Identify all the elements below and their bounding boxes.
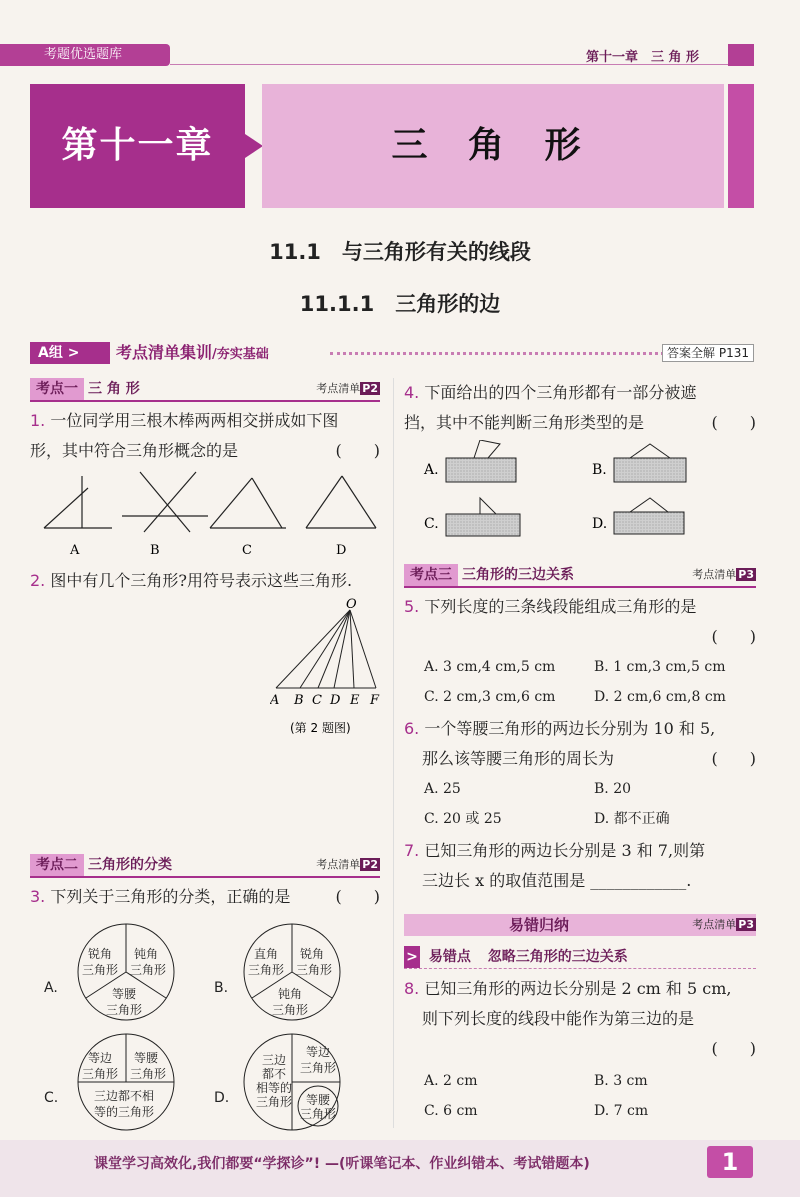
q3-pies: [30, 922, 390, 1134]
svg-text:C: C: [312, 693, 322, 708]
section-name: 易错归纳: [508, 916, 569, 934]
answer-paren: ( ): [711, 749, 756, 768]
svg-text:A.: A.: [44, 980, 58, 996]
banner-tab: [728, 84, 754, 208]
question-2: [30, 566, 380, 596]
svg-text:A.: A.: [424, 462, 439, 478]
svg-text:钝角: 钝角: [134, 947, 159, 961]
group-title: [116, 342, 269, 366]
answer-paren: ( ): [711, 413, 756, 432]
question-1: [30, 406, 380, 466]
section-header-4: [404, 914, 756, 936]
question-text: 那么该等腰三角形的周长为: [422, 749, 615, 768]
question-text: 已知三角形的两边长分别是 2 cm 和 5 cm,: [424, 979, 732, 998]
option-a: A. 2 cm: [424, 1073, 478, 1089]
svg-text:三边: 三边: [262, 1053, 287, 1067]
svg-text:E: E: [350, 693, 360, 708]
question-text: 三边长 x 的取值范围是 ____________.: [422, 871, 692, 890]
svg-text:三角形: 三角形: [256, 1095, 293, 1109]
section-heading: 11.1 与三角形有关的线段: [269, 240, 531, 264]
section-pill: 考点一: [30, 378, 84, 400]
question-number: 7.: [404, 841, 420, 860]
svg-text:D: D: [330, 693, 341, 708]
svg-text:O: O: [346, 598, 357, 612]
svg-text:三角形: 三角形: [300, 1061, 337, 1075]
section-header-2: [30, 854, 380, 878]
svg-text:等边: 等边: [88, 1051, 113, 1065]
answer-paren: ( ): [711, 627, 756, 646]
question-4: [404, 378, 756, 438]
section-ref: 考点清单 P3: [692, 568, 754, 581]
svg-text:等边: 等边: [306, 1045, 331, 1059]
dotted-rule: [330, 352, 670, 355]
option-d: D. 都不正确: [594, 811, 670, 827]
question-text: 一个等腰三角形的两边长分别为 10 和 5,: [424, 719, 716, 738]
footer-slogan: 课堂学习高效化,我们都要“学探诊”! —(听课笔记本、作业纠错本、考试错题本): [94, 1156, 590, 1172]
question-number: 8.: [404, 979, 420, 998]
section-name: 三角形的分类: [88, 857, 172, 873]
section-pill: 易错点: [428, 949, 471, 965]
figure-caption: (第 2 题图): [290, 721, 351, 735]
question-text: 下面给出的四个三角形都有一部分被遮: [424, 383, 697, 402]
group-bar: [30, 342, 754, 364]
section-name: 三 角 形: [88, 381, 140, 397]
q1-figures: [30, 468, 380, 560]
group-title-sub: /夯实基础: [212, 347, 269, 362]
figure-label: A: [70, 543, 80, 558]
svg-text:三角形: 三角形: [296, 963, 333, 977]
section-header-3: [404, 564, 756, 588]
question-text: 下列长度的三条线段能组成三角形的是: [424, 597, 697, 616]
section-header-1: [30, 378, 380, 402]
chapter-title: 三 角 形: [262, 84, 724, 208]
subsection-heading: 11.1.1 三角形的边: [299, 292, 501, 316]
banner-arrow-icon: [245, 134, 263, 158]
svg-text:锐角: 锐角: [300, 947, 325, 961]
svg-text:D.: D.: [592, 516, 608, 532]
q4-figures: [418, 440, 758, 540]
question-5: [404, 592, 756, 652]
svg-text:三角形: 三角形: [106, 1003, 143, 1017]
svg-text:三角形: 三角形: [82, 963, 119, 977]
section-ref: 考点清单 P2: [316, 858, 378, 871]
option-c: C. 20 或 25: [424, 811, 502, 827]
q2-figure: [270, 598, 385, 740]
svg-text:三角形: 三角形: [82, 1067, 119, 1081]
answer-paren: ( ): [711, 1039, 756, 1058]
question-number: 5.: [404, 597, 420, 616]
svg-text:等的三角形: 等的三角形: [94, 1105, 155, 1119]
question-text: 图中有几个三角形?用符号表示这些三角形.: [50, 571, 353, 590]
column-divider: [393, 378, 394, 1128]
question-number: 4.: [404, 383, 420, 402]
question-8: [404, 974, 756, 1064]
svg-text:C.: C.: [44, 1090, 59, 1106]
question-3: [30, 882, 380, 912]
question-6: [404, 714, 756, 774]
question-text: 一位同学用三根木棒两两相交拼成如下图: [50, 411, 339, 430]
svg-text:三角形: 三角形: [130, 1067, 167, 1081]
svg-text:钝角: 钝角: [278, 987, 303, 1001]
figure-label: B: [150, 543, 160, 558]
answer-paren: ( ): [335, 887, 380, 906]
svg-text:D.: D.: [214, 1090, 230, 1106]
answer-paren: ( ): [335, 441, 380, 460]
header-tab: [728, 44, 754, 66]
section-ref: 考点清单 P2: [316, 382, 378, 395]
svg-text:直角: 直角: [254, 947, 279, 961]
running-head: 第十一章 三 角 形: [586, 50, 700, 65]
option-a: A. 3 cm,4 cm,5 cm: [424, 659, 556, 675]
svg-text:B: B: [294, 693, 304, 708]
figure-label: D: [336, 543, 347, 558]
svg-text:F: F: [370, 693, 380, 708]
svg-text:B.: B.: [592, 462, 607, 478]
option-a: A. 25: [424, 781, 461, 797]
svg-text:三边都不相: 三边都不相: [94, 1089, 155, 1103]
svg-text:三角形: 三角形: [130, 963, 167, 977]
option-c: C. 2 cm,3 cm,6 cm: [424, 689, 556, 705]
question-number: 2.: [30, 571, 46, 590]
chapter-number: 第十一章: [30, 84, 245, 208]
figure-label: C: [242, 543, 252, 558]
question-text: 已知三角形的两边长分别是 3 和 7,则第: [424, 841, 706, 860]
svg-text:都不: 都不: [262, 1067, 287, 1081]
group-tag: A组 >: [30, 342, 110, 364]
question-7: [404, 836, 756, 896]
section-ref: 考点清单 P3: [692, 918, 754, 931]
question-number: 6.: [404, 719, 420, 738]
question-text: 挡，其中不能判断三角形类型的是: [404, 413, 645, 432]
question-text: 下列关于三角形的分类，正确的是: [50, 887, 291, 906]
svg-text:A: A: [270, 693, 280, 708]
svg-text:相等的: 相等的: [256, 1081, 293, 1095]
section-pill: 考点二: [30, 854, 84, 876]
arrow-icon: >: [404, 946, 420, 968]
svg-text:C.: C.: [424, 516, 439, 532]
svg-text:三角形: 三角形: [248, 963, 285, 977]
option-b: B. 20: [594, 781, 632, 797]
question-text: 则下列长度的线段中能作为第三边的是: [422, 1009, 695, 1028]
section-header-5: [404, 946, 756, 969]
svg-text:等腰: 等腰: [112, 987, 137, 1001]
question-number: 3.: [30, 887, 46, 906]
question-text: 形，其中符合三角形概念的是: [30, 441, 239, 460]
series-label: 考题优选题库: [0, 44, 170, 66]
group-title-main: 考点清单集训: [116, 343, 213, 362]
answer-ref: 答案全解 P131: [662, 344, 754, 362]
option-b: B. 3 cm: [594, 1073, 648, 1089]
option-b: B. 1 cm,3 cm,5 cm: [594, 659, 726, 675]
svg-text:等腰: 等腰: [134, 1051, 159, 1065]
section-name: 三角形的三边关系: [462, 567, 574, 583]
svg-text:B.: B.: [214, 980, 229, 996]
svg-text:三角形: 三角形: [300, 1107, 337, 1121]
section-name: 忽略三角形的三边关系: [487, 949, 628, 965]
svg-text:三角形: 三角形: [272, 1003, 309, 1017]
option-c: C. 6 cm: [424, 1103, 478, 1119]
option-d: D. 2 cm,6 cm,8 cm: [594, 689, 726, 705]
svg-text:锐角: 锐角: [88, 947, 113, 961]
option-d: D. 7 cm: [594, 1103, 649, 1119]
question-number: 1.: [30, 411, 46, 430]
section-pill: 考点三: [404, 564, 458, 586]
svg-text:等腰: 等腰: [306, 1093, 331, 1107]
page-number: 1: [707, 1146, 753, 1178]
